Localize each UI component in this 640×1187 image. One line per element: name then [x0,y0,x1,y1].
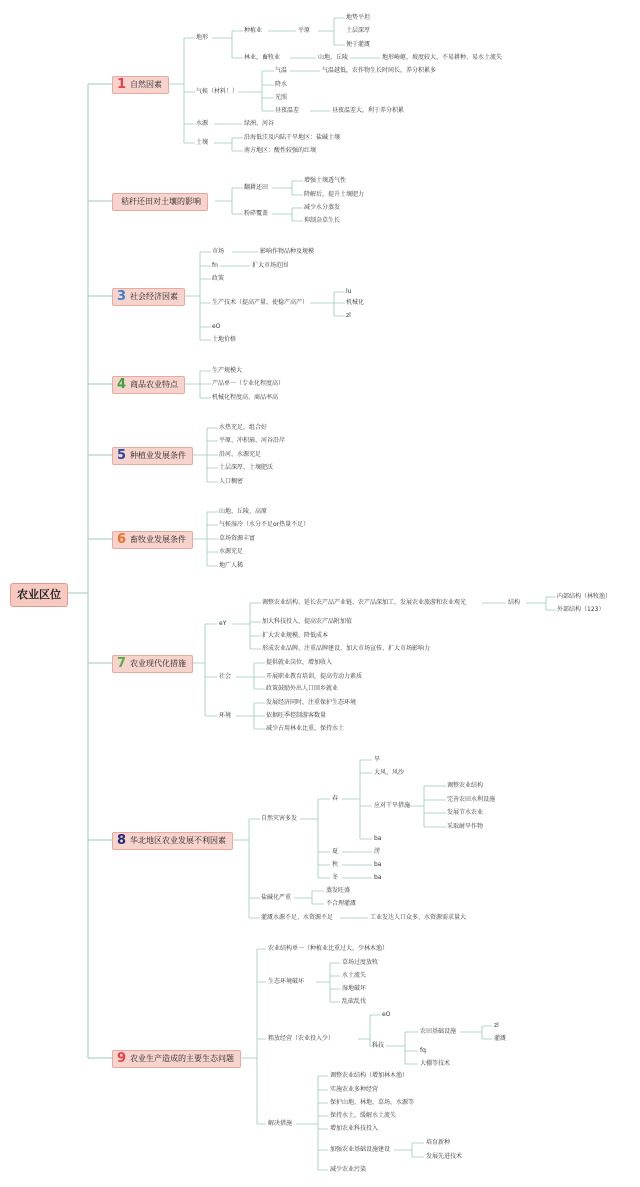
node: 机械化 [346,299,365,306]
node: 翻耕还田 [244,184,269,191]
node: 气候（材料！） [196,88,239,95]
node: 降水 [275,81,288,88]
branch-label: 农业现代化措施 [130,659,187,668]
node: 冬 [332,874,339,881]
node: 机械化程度高、商品率高 [212,394,279,401]
node: 土壤 [196,139,209,146]
node: 加强农业基础设施建设 [330,1146,391,1153]
branch-straw-return [112,193,208,211]
node: 昼夜温差 [275,107,300,114]
node: 发展经济同时，注重保护生态环境 [266,699,357,706]
node: 光照 [275,94,288,101]
branch-north-china [112,832,233,850]
node: zl [346,312,351,319]
node: fn [212,262,218,269]
node: 科技 [372,1042,385,1049]
node: 增强土壤透气性 [304,177,347,184]
node: 山地、丘陵、高原 [219,508,268,515]
node: 提供就业岗位，增加收入 [266,659,333,666]
node: 农田基础设施 [420,1028,457,1035]
node: 灌溉 [494,1035,507,1042]
node: 林业，畜牧业 [244,54,281,61]
node: 昼夜温差大，利于养分积累 [332,107,405,114]
branch-label: 农业生产造成的主要生态问题 [130,1054,235,1063]
node: 调整农业结构、延长农产品产业链、农产品深加工、发展农业旅游和农业观光 [262,599,467,606]
node: 平原、冲积扇、河谷沿岸 [219,437,286,444]
node: 大风、风沙 [374,769,405,776]
node: 土层深厚 [346,27,371,34]
branch-ecological-problems [112,1050,241,1068]
branch-modernization [112,655,193,673]
node: 自然灾害多发 [261,815,298,822]
node: 土层深厚、土壤肥沃 [219,464,274,471]
node: lu [346,288,352,295]
node: 湿地破坏 [342,985,367,992]
node: zl [494,1022,499,1029]
node: ba [374,835,382,842]
node: 盐碱化严重 [261,894,292,901]
node: 灌溉水源不足、水资源不足 [261,914,334,921]
branch-natural-factors [112,76,169,94]
node: 调整农业结构（增加林木渔） [330,1072,409,1079]
node: ba [374,861,382,868]
node: 形成农业品牌、注重品牌建设、加大市场宣传、扩大市场影响力 [262,645,431,652]
node: 工业发达人口众多、水资源需求量大 [370,914,467,921]
node: 水热充足，组合好 [219,424,268,431]
node: 环境 [219,712,232,719]
node: 草场过度放牧 [342,959,379,966]
node: 减少农业污染 [330,1166,367,1173]
node: 发展节水农业 [447,809,484,816]
node: 便于灌溉 [346,41,371,48]
node: 沿海低洼及内陆干旱地区：盐碱土壤 [244,134,341,141]
node: 培育新种 [426,1139,451,1146]
node: 人口稠密 [219,478,244,485]
node: 水源 [196,120,209,127]
branch-number: 6 [117,532,127,547]
node: 水源充足 [219,548,244,555]
branch-label: 商品农业特点 [130,380,179,389]
node: 旱 [374,756,381,763]
node: 气候湿冷（水分不足or热量不足） [219,521,310,528]
node: 抑制杂草生长 [304,217,341,224]
branch-label: 华北地区农业发展不利因素 [130,836,227,845]
node: 社会 [219,673,232,680]
node: 地形崎岖、坡度较大、不易耕种、易水土流失 [382,54,503,61]
node: 乱砍乱伐 [342,998,367,1005]
node: 南方地区：酸性较强的红壤 [244,147,317,154]
node: 山地、丘陵 [318,54,349,61]
node: 完善农田水利设施 [447,796,496,803]
node: 外部结构（123） [557,606,605,613]
node: 解决措施 [268,1120,293,1127]
node: 地广人稀 [219,562,244,569]
node: 开展职业教育培训，提高劳动力素质 [266,673,363,680]
node: 扩大农业规模、降低成本 [262,632,329,639]
root-node: 农业区位 [10,583,68,607]
node: 减少水分蒸发 [304,204,341,211]
node: 水土流失 [342,972,367,979]
node: 气温越低，农作物生长时间长，养分积累多 [322,67,437,74]
node: eY [219,620,227,627]
node: 农业结构单一（种植业比重过大，少林木渔） [268,945,389,952]
node: 内部结构（林牧渔） [557,593,612,600]
node: 影响作物品种及规模 [260,248,315,255]
node: 粉碎覆盖 [244,210,269,217]
node: 涝 [374,848,381,855]
node: 夏 [332,848,339,855]
branch-livestock-conditions [112,531,193,549]
branch-number: 3 [117,289,127,304]
node: 政策 [212,275,225,282]
branch-label: 种植业发展条件 [130,451,187,460]
node: 调整农业结构 [447,782,484,789]
node: 实施农业多种经营 [330,1086,379,1093]
node: 结构 [508,599,521,606]
node: 依据旺季控制游客数量 [266,712,327,719]
branch-planting-conditions [112,447,193,465]
node: ba [374,874,382,881]
node: 生产规模大 [212,367,243,374]
branch-commercial-agri [112,376,185,394]
node: 降解后，提升土壤肥力 [304,191,365,198]
node: 应对干旱措施 [374,802,411,809]
node: eO [212,323,221,330]
node: 市场 [212,248,225,255]
node: 产品单一（专业化程度高） [212,380,285,387]
node: 保护山地、林地、草场、水源等 [330,1099,415,1106]
node: fq [420,1047,426,1054]
node: 不合理灌溉 [326,900,357,907]
node: 气温 [275,67,288,74]
node: 大棚等技术 [420,1060,451,1067]
branch-socioeconomic [112,288,185,306]
node: 地形 [196,34,209,41]
branch-label: 自然因素 [130,80,163,89]
node: 粗放经营（农业投入少） [268,1035,335,1042]
node: 扩大市场范围 [252,262,289,269]
node: 春 [332,795,339,802]
node: eO [382,1011,391,1018]
node: 生产技术（提高产量、使稳产高产） [212,299,309,306]
node: 蒸发旺盛 [326,887,351,894]
branch-number: 5 [117,448,127,463]
node: 保持水土，缓解水土流失 [330,1112,397,1119]
node: 平原 [298,27,311,34]
node: 生态环境破坏 [268,978,305,985]
node: 土地价格 [212,336,237,343]
branch-number: 7 [117,656,127,671]
branch-label: 畜牧业发展条件 [130,535,187,544]
branch-number: 4 [117,377,127,392]
branch-label: 社会经济因素 [130,292,179,301]
node: 增加农业科技投入 [330,1125,379,1132]
branch-number: 9 [117,1051,127,1066]
node: 草场资源丰富 [219,535,256,542]
node: 沿河、水源充足 [219,451,262,458]
node: 减少占用林业比重，保持水土 [266,725,345,732]
node: 秋 [332,861,339,868]
node: 发展先进技术 [426,1153,463,1160]
node: 地势平坦 [346,14,371,21]
branch-label: 秸秆还田对土壤的影响 [121,197,201,206]
node: 加大科技投入、提高农产品附加值 [262,618,353,625]
branch-number: 1 [117,77,127,92]
node: 采取耐旱作物 [447,823,484,830]
node: 种植业 [244,27,263,34]
node: 政策鼓励外出人口回乡就业 [266,685,339,692]
branch-number: 8 [117,833,127,848]
node: 绿洲、河谷 [244,120,275,127]
